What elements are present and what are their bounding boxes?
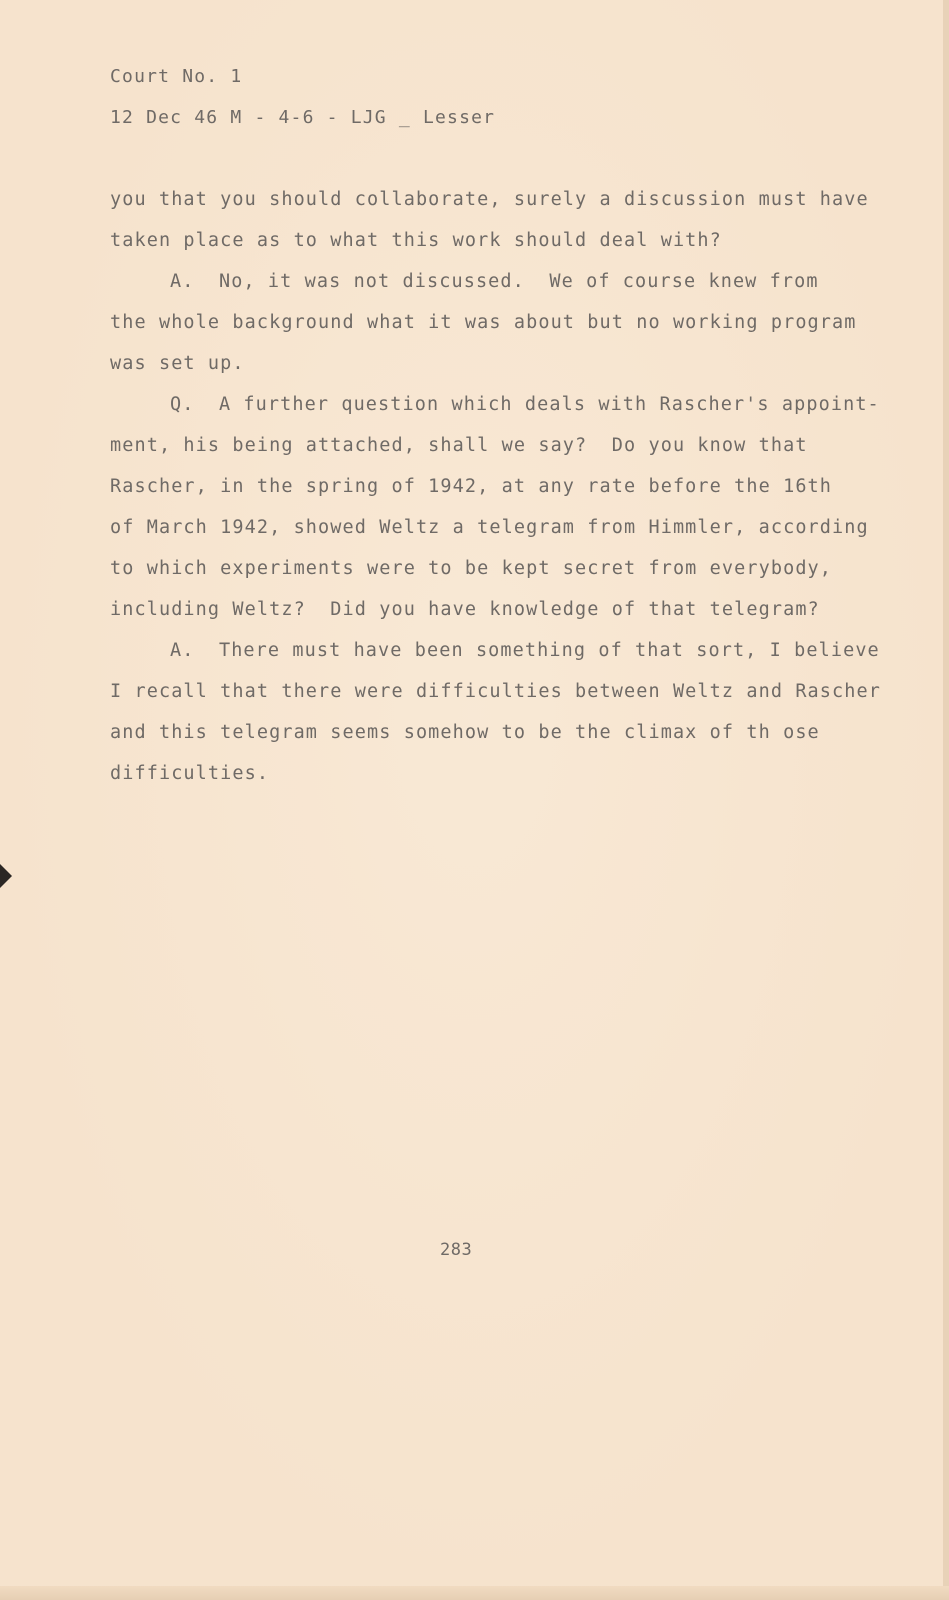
body-line: difficulties. (110, 763, 270, 784)
answer-line: A. No, it was not discussed. We of course knew from (170, 271, 819, 292)
body-line: to which experiments were to be kept secret from everybody, (110, 558, 833, 579)
court-heading: Court No. 1 (110, 66, 243, 87)
session-heading: 12 Dec 46 M - 4-6 - LJG _ Lesser (110, 107, 496, 128)
answer-line: A. There must have been something of that sort, I believe (170, 640, 880, 661)
page-number: 283 (440, 1240, 473, 1260)
body-line: Rascher, in the spring of 1942, at any rate before the 16th (110, 476, 833, 497)
page-edge-bottom (0, 1586, 949, 1600)
body-line: of March 1942, showed Weltz a telegram from Himmler, according (110, 517, 869, 538)
body-line: the whole background what it was about but no working program (110, 312, 857, 333)
question-line: Q. A further question which deals with Rascher's appoint- (170, 394, 880, 415)
binding-hole-mark (0, 864, 12, 888)
body-line: you that you should collaborate, surely a discussion must have (110, 189, 869, 210)
page-edge-right (943, 0, 949, 1600)
body-line: I recall that there were difficulties between Weltz and Rascher (110, 681, 881, 702)
body-line: including Weltz? Did you have knowledge of that telegram? (110, 599, 820, 620)
body-line: taken place as to what this work should deal with? (110, 230, 722, 251)
body-line: and this telegram seems somehow to be the climax of th ose (110, 722, 820, 743)
body-line: ment, his being attached, shall we say? Do you know that (110, 435, 808, 456)
body-line: was set up. (110, 353, 245, 374)
